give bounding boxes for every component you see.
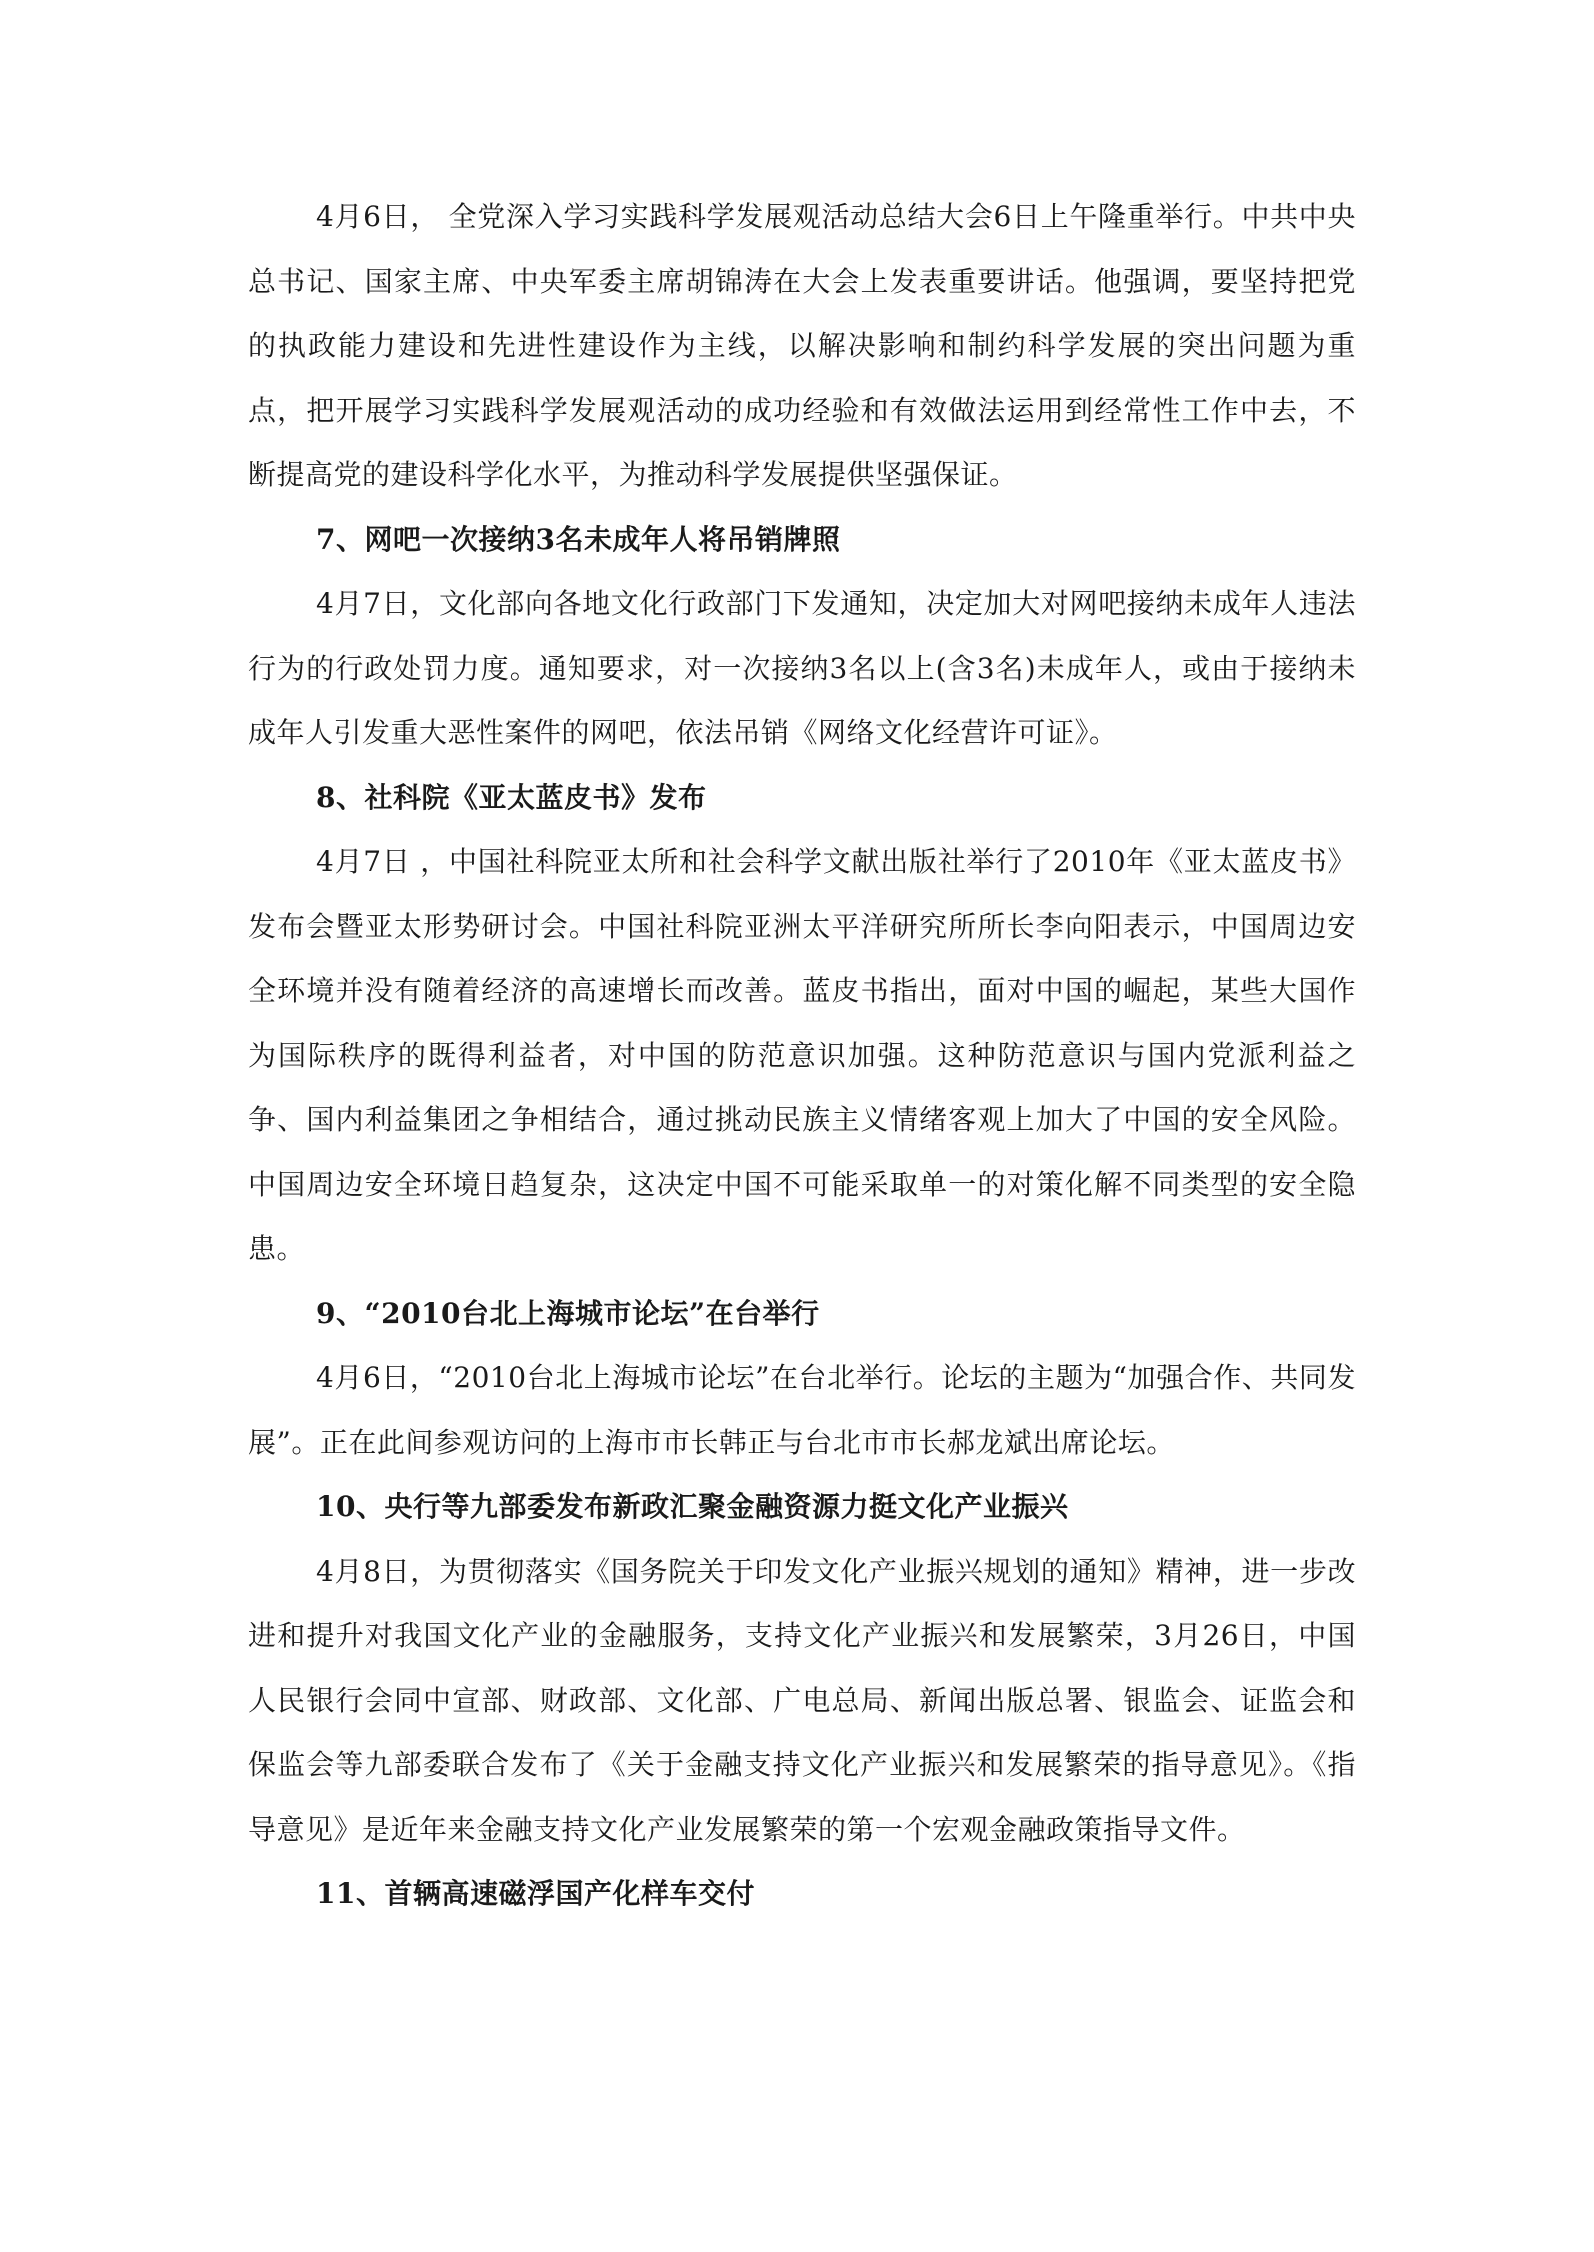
paragraph-asia-pacific-bluebook: 4月7日 ，中国社科院亚太所和社会科学文献出版社举行了2010年《亚太蓝皮书》发布会暨亚太形势研讨会。中国社科院亚洲太平洋研究所所长李向阳表示，中国周边安全环境并没有随着经济的高速增长而改善。蓝皮书指出，面对中国的崛起，某些大国作为国际秩序的既得利益者，对中国的防范意识加强。这种防范意识与国内党派利益之争、国内利益集团之争相结合，通过挑动民族主义情绪客观上加大了中国的安全风险。中国周边安全环境日趋复杂，这决定中国不可能采取单一的对策化解不同类型的安全隐患。: [248, 845, 1356, 1265]
paragraph-taipei-shanghai-forum: 4月6日，“2010台北上海城市论坛”在台北举行。论坛的主题为“加强合作、共同发展”。正在此间参观访问的上海市市长韩正与台北市市长郝龙斌出席论坛。: [248, 1361, 1356, 1459]
heading-maglev-train: 11、首辆高速磁浮国产化样车交付: [316, 1877, 755, 1910]
paragraph-party-conference: 4月6日， 全党深入学习实践科学发展观活动总结大会6日上午隆重举行。中共中央总书记、国家主席、中央军委主席胡锦涛在大会上发表重要讲话。他强调，要坚持把党的执政能力建设和先进性建设作为主线，以解决影响和制约科学发展的突出问题为重点，把开展学习实践科学发展观活动的成功经验和有效做法运用到经常性工作中去，不断提高党的建设科学化水平，为推动科学发展提供坚强保证。: [248, 200, 1356, 491]
paragraph-internet-cafe: 4月7日，文化部向各地文化行政部门下发通知，决定加大对网吧接纳未成年人违法行为的行政处罚力度。通知要求，对一次接纳3名以上(含3名)未成年人，或由于接纳未成年人引发重大恶性案件的网吧，依法吊销《网络文化经营许可证》。: [248, 587, 1356, 749]
heading-asia-pacific-bluebook: 8、社科院《亚太蓝皮书》发布: [316, 780, 707, 814]
paragraph-central-bank-policy: 4月8日，为贯彻落实《国务院关于印发文化产业振兴规划的通知》精神，进一步改进和提升对我国文化产业的金融服务，支持文化产业振兴和发展繁荣，3月26日，中国人民银行会同中宣部、财政部、文化部、广电总局、新闻出版总署、银监会、证监会和保监会等九部委联合发布了《关于金融支持文化产业振兴和发展繁荣的指导意见》。《指导意见》是近年来金融支持文化产业发展繁荣的第一个宏观金融政策指导文件。: [248, 1554, 1356, 1846]
heading-central-bank-policy: 10、央行等九部委发布新政汇聚金融资源力挺文化产业振兴: [316, 1490, 1069, 1523]
heading-taipei-shanghai-forum: 9、“2010台北上海城市论坛”在台举行: [316, 1296, 820, 1330]
heading-internet-cafe: 7、网吧一次接纳3名未成年人将吊销牌照: [316, 522, 841, 556]
document-page: [248, 185, 1356, 1927]
